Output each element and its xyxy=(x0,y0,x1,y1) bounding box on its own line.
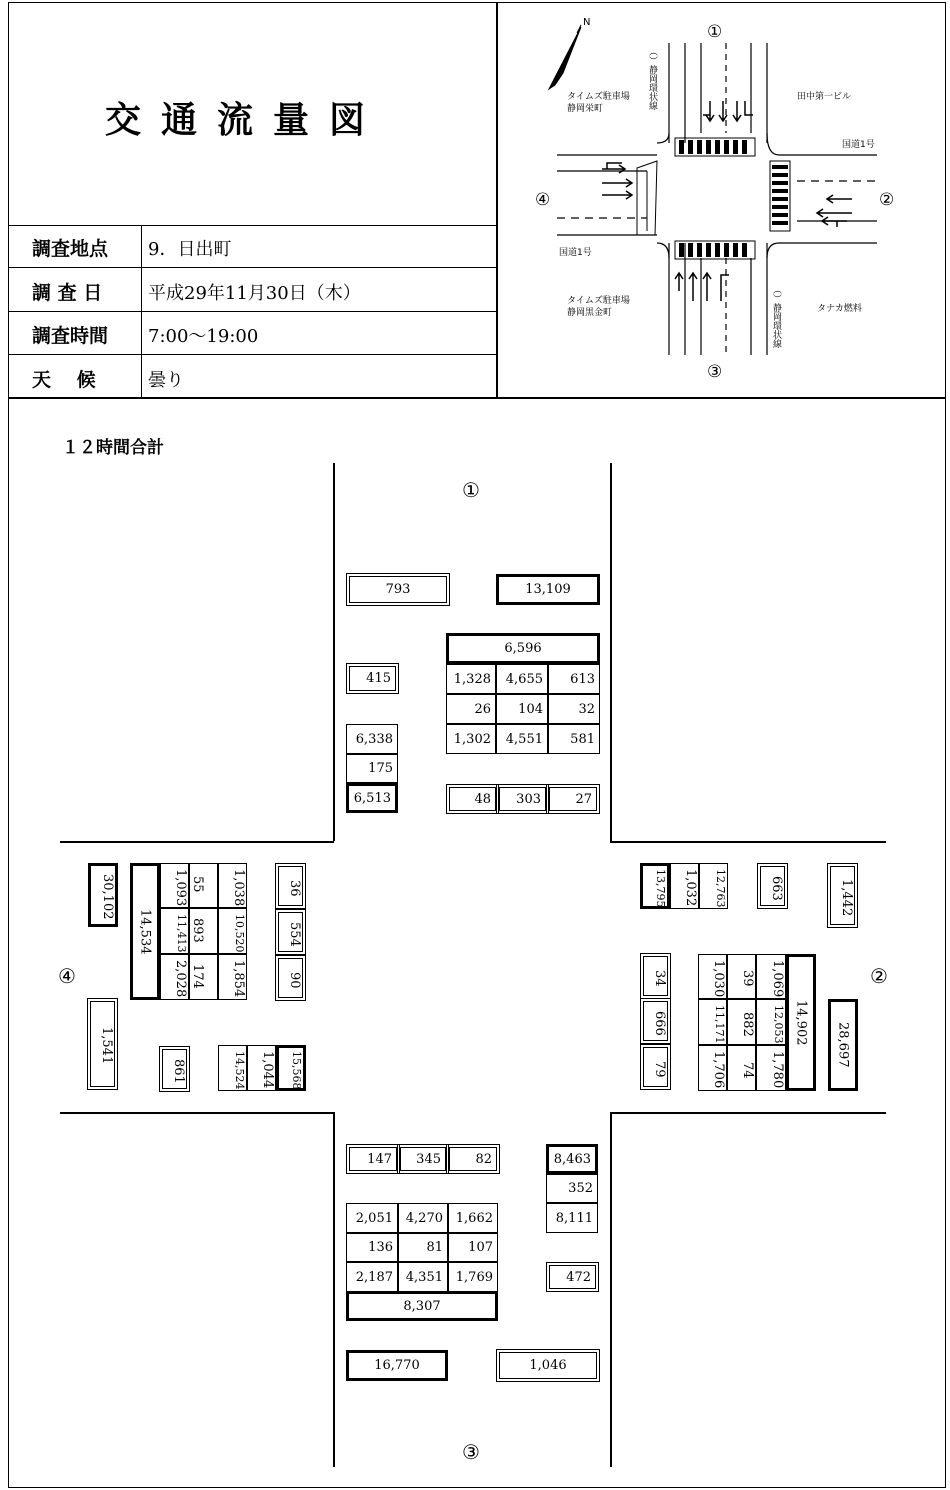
e-outer-top: 1,442 xyxy=(830,866,855,925)
n-ped: 415 xyxy=(349,666,396,691)
s-mid-total: 8,307 xyxy=(346,1291,498,1321)
s-right-0: 8,463 xyxy=(546,1144,598,1174)
w-grid-1-2: 10,520 xyxy=(218,908,247,954)
dir-east: ② xyxy=(870,964,888,988)
map-dir-1: ① xyxy=(707,22,723,42)
s-top-0: 147 xyxy=(349,1147,397,1171)
w-mid-total: 14,534 xyxy=(130,863,160,1000)
map-label-sw-2: 静岡黒金町 xyxy=(567,308,613,318)
map-label-road-n: （）静岡環状線 xyxy=(647,47,657,110)
e-grid-0-0: 1,030 xyxy=(698,954,727,999)
e-grid-2-0: 1,706 xyxy=(698,1045,727,1091)
e-left-0: 34 xyxy=(643,956,668,996)
intersection-map xyxy=(497,3,945,397)
w-grid-1-0: 11,413 xyxy=(160,908,189,954)
n-grid-2-0: 1,302 xyxy=(446,724,496,754)
e-mid-total: 14,902 xyxy=(786,954,816,1091)
w-bottom-1: 1,044 xyxy=(247,1045,276,1091)
s-grid-1-1: 81 xyxy=(398,1233,448,1262)
n-in-total: 13,109 xyxy=(496,574,600,605)
s-in-total: 16,770 xyxy=(346,1350,448,1381)
e-left-1: 666 xyxy=(643,1001,668,1041)
s-grid-2-0: 2,187 xyxy=(346,1262,398,1292)
n-left-0: 6,338 xyxy=(346,724,398,754)
value-time: 7:00〜19:00 xyxy=(148,326,259,347)
w-grid-2-2: 1,854 xyxy=(218,954,247,1000)
header-bottom-line xyxy=(8,397,946,399)
w-grid-2-1: 174 xyxy=(189,954,218,1000)
w-right-1: 554 xyxy=(278,912,303,952)
north-label: N xyxy=(583,17,591,28)
n-bottom-1: 303 xyxy=(499,787,546,811)
info-line-3 xyxy=(8,311,496,312)
s-grid-2-1: 4,351 xyxy=(398,1262,448,1292)
n-grid-0-1: 4,655 xyxy=(496,664,548,694)
map-label-nw-1: タイムズ駐車場 xyxy=(567,92,630,102)
map-dir-2: ② xyxy=(879,190,895,210)
info-line-4 xyxy=(8,354,496,355)
label-date: 調 査 日 xyxy=(32,282,103,304)
n-grid-1-0: 26 xyxy=(446,694,496,724)
e-top-1: 1,032 xyxy=(670,863,699,909)
map-label-sw-1: タイムズ駐車場 xyxy=(567,296,630,306)
e-grid-2-1: 74 xyxy=(727,1045,756,1091)
map-label-ne: 田中第一ビル xyxy=(797,92,852,102)
w-right-0: 36 xyxy=(278,866,303,906)
w-ped: 861 xyxy=(162,1049,187,1089)
e-grid-0-1: 39 xyxy=(727,954,756,999)
road-e-top xyxy=(610,841,886,843)
w-grid-0-1: 55 xyxy=(189,863,218,908)
s-right-2: 8,111 xyxy=(546,1203,598,1233)
road-n-right xyxy=(610,463,612,841)
n-bottom-0: 48 xyxy=(449,787,496,811)
n-grid-1-2: 32 xyxy=(548,694,600,724)
n-out-small: 793 xyxy=(349,576,447,603)
n-grid-2-2: 581 xyxy=(548,724,600,754)
s-top-2: 82 xyxy=(449,1147,497,1171)
w-grid-0-0: 1,093 xyxy=(160,863,189,908)
s-right-1: 352 xyxy=(546,1174,598,1203)
e-top-2: 12,763 xyxy=(699,863,728,909)
s-out-small: 1,046 xyxy=(499,1352,597,1379)
s-grid-0-1: 4,270 xyxy=(398,1203,448,1233)
info-col-line xyxy=(141,225,142,397)
map-label-route-w: 国道1号 xyxy=(559,248,592,258)
s-grid-2-2: 1,769 xyxy=(448,1262,498,1292)
n-grid-0-2: 613 xyxy=(548,664,600,694)
s-grid-0-2: 1,662 xyxy=(448,1203,498,1233)
value-location: 9．日出町 xyxy=(148,239,232,260)
road-e-bottom xyxy=(610,1112,886,1114)
n-bottom-2: 27 xyxy=(549,787,597,811)
n-left-2: 6,513 xyxy=(346,783,398,813)
label-location: 調査地点 xyxy=(32,238,109,260)
dir-west: ④ xyxy=(58,964,76,988)
w-outer-bottom: 1,541 xyxy=(90,1001,115,1087)
e-grid-1-2: 12,053 xyxy=(756,999,786,1045)
n-grid-0-0: 1,328 xyxy=(446,664,496,694)
e-grid-1-0: 11,171 xyxy=(698,999,727,1045)
s-grid-1-2: 107 xyxy=(448,1233,498,1262)
map-dir-4: ④ xyxy=(535,190,551,210)
n-grid-2-1: 4,551 xyxy=(496,724,548,754)
e-grid-2-2: 1,780 xyxy=(756,1045,786,1091)
info-line-1 xyxy=(8,225,496,226)
w-outer-top: 30,102 xyxy=(88,863,118,927)
e-top-0: 13,795 xyxy=(640,863,670,909)
road-w-bottom xyxy=(60,1112,334,1114)
info-line-2 xyxy=(8,267,496,268)
map-dir-3: ③ xyxy=(707,362,723,382)
w-grid-2-0: 2,028 xyxy=(160,954,189,1000)
road-n-left xyxy=(333,463,335,841)
value-weather: 曇り xyxy=(148,370,184,391)
map-label-se: タナカ燃料 xyxy=(817,304,862,314)
map-label-road-s: （）静岡環状線 xyxy=(771,285,781,348)
section-title: １２時間合計 xyxy=(62,438,164,458)
road-s-right xyxy=(610,1112,612,1467)
n-left-1: 175 xyxy=(346,754,398,783)
value-date: 平成29年11月30日（木） xyxy=(148,283,361,304)
w-bottom-0: 14,524 xyxy=(218,1045,247,1091)
s-grid-0-0: 2,051 xyxy=(346,1203,398,1233)
road-w-top xyxy=(60,841,334,843)
road-s-left xyxy=(333,1112,335,1467)
w-grid-0-2: 1,038 xyxy=(218,863,247,908)
w-grid-1-1: 893 xyxy=(189,908,218,954)
s-grid-1-0: 136 xyxy=(346,1233,398,1262)
e-outer-bottom: 28,697 xyxy=(828,999,858,1091)
label-weather: 天 候 xyxy=(32,369,96,391)
w-bottom-2: 15,568 xyxy=(276,1045,306,1091)
label-time: 調査時間 xyxy=(32,325,109,347)
s-top-1: 345 xyxy=(400,1147,446,1171)
map-label-route-e: 国道1号 xyxy=(842,140,875,150)
map-label-nw-2: 静岡栄町 xyxy=(567,104,604,114)
e-grid-0-2: 1,069 xyxy=(756,954,786,999)
w-right-2: 90 xyxy=(278,958,303,998)
e-ped: 663 xyxy=(760,866,785,906)
page-title: 交通流量図 xyxy=(105,100,386,141)
n-grid-1-1: 104 xyxy=(496,694,548,724)
dir-north: ① xyxy=(462,478,480,502)
dir-south: ③ xyxy=(462,1440,480,1464)
e-left-2: 79 xyxy=(643,1047,668,1087)
n-mid-total: 6,596 xyxy=(446,633,600,664)
e-grid-1-1: 882 xyxy=(727,999,756,1045)
s-ped: 472 xyxy=(549,1265,596,1289)
